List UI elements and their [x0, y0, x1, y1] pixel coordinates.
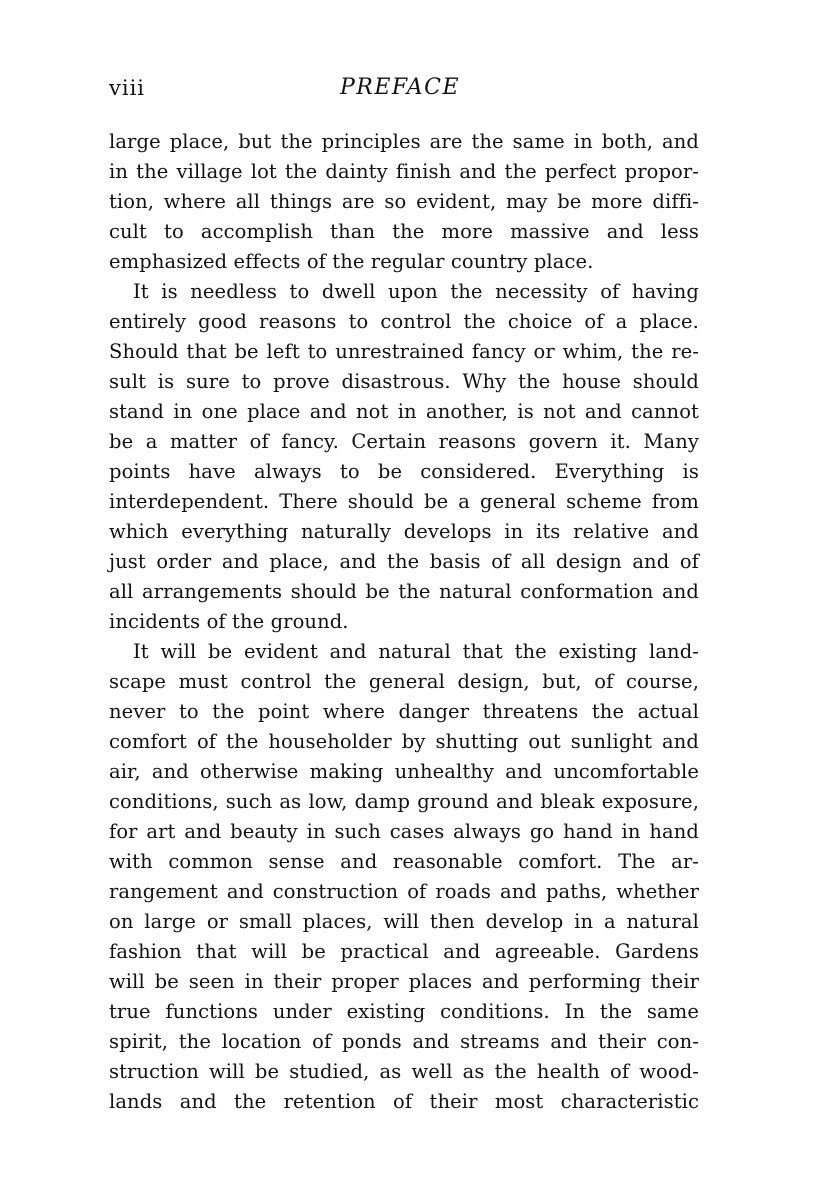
text-line: which everything naturally develops in its relative and — [109, 520, 699, 543]
text-line: sult is sure to prove disastrous. Why the house should — [109, 370, 699, 393]
running-title: PREFACE — [339, 75, 461, 100]
text-line: on large or small places, will then develop in a natural — [109, 910, 699, 933]
page-header — [109, 70, 699, 106]
page-number: viii — [109, 76, 146, 100]
text-line: in the village lot the dainty finish and the perfect propor- — [109, 160, 699, 183]
text-line: conditions, such as low, damp ground and bleak exposure, — [109, 790, 699, 813]
text-line: air, and otherwise making unhealthy and uncomfortable — [109, 760, 699, 783]
text-line: fashion that will be practical and agreeable. Gardens — [109, 940, 699, 963]
text-line: will be seen in their proper places and performing their — [109, 970, 699, 993]
text-line: entirely good reasons to control the choice of a place. — [109, 310, 699, 333]
text-line: It will be evident and natural that the existing land- — [133, 640, 699, 663]
text-line: large place, but the principles are the same in both, and — [109, 130, 699, 153]
text-line: with common sense and reasonable comfort. The ar- — [109, 850, 699, 873]
text-line: tion, where all things are so evident, may be more diffi- — [109, 190, 699, 213]
text-line: comfort of the householder by shutting out sunlight and — [109, 730, 699, 753]
body-text — [109, 127, 699, 1117]
text-line: for art and beauty in such cases always go hand in hand — [109, 820, 699, 843]
text-line: stand in one place and not in another, is not and cannot — [109, 400, 699, 423]
text-line: just order and place, and the basis of all design and of — [109, 550, 699, 573]
text-line: never to the point where danger threatens the actual — [109, 700, 699, 723]
text-line: spirit, the location of ponds and streams and their con- — [109, 1030, 699, 1053]
text-line: lands and the retention of their most characteristic — [109, 1090, 699, 1113]
text-line: cult to accomplish than the more massive and less — [109, 220, 699, 243]
text-line: interdependent. There should be a general scheme from — [109, 490, 699, 513]
text-line: be a matter of fancy. Certain reasons govern it. Many — [109, 430, 699, 453]
text-line: scape must control the general design, but, of course, — [109, 670, 699, 693]
text-line: true functions under existing conditions. In the same — [109, 1000, 699, 1023]
text-line: It is needless to dwell upon the necessity of having — [133, 280, 699, 303]
text-line: emphasized effects of the regular country place. — [109, 250, 594, 273]
text-line: points have always to be considered. Everything is — [109, 460, 699, 483]
text-line: incidents of the ground. — [109, 610, 349, 633]
text-line: rangement and construction of roads and paths, whether — [109, 880, 699, 903]
text-line: struction will be studied, as well as the health of wood- — [109, 1060, 699, 1083]
text-line: all arrangements should be the natural conformation and — [109, 580, 699, 603]
text-line: Should that be left to unrestrained fancy or whim, the re- — [109, 340, 699, 363]
